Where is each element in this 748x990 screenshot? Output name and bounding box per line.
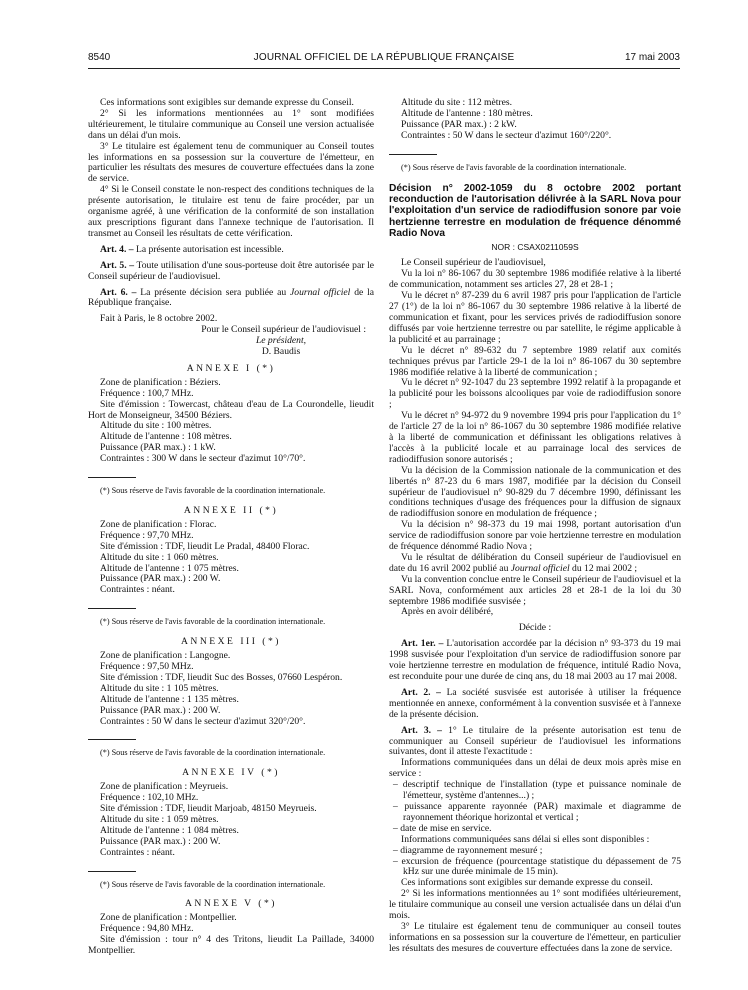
visa: Vu la loi n° 86-1067 du 30 septembre 1986 modifiée relative à la liberté de communication, notamment ses articles 27, 28 et 28-1 ; <box>389 268 681 291</box>
info-list <box>389 846 681 879</box>
annex-line: Zone de planification : Béziers. <box>100 376 221 388</box>
apres-deliberation: Après en avoir délibéré, <box>401 606 494 618</box>
annex-line: Zone de planification : Florac. <box>100 518 217 530</box>
footnote: (*) Sous réserve de l'avis favorable de la coordination internationale. <box>100 748 326 758</box>
paragraph: Ces informations sont exigibles sur demande expresse du Conseil. <box>100 97 354 108</box>
visa: Vu le décret n° 87-239 du 6 avril 1987 pris pour l'application de l'article 27 (1°) de la loi n° 86-1067 du 30 septembre 1986 relative à la liberté de communication et fixant, pour les services privés de radiodiffusion sonore diffusés par voie hertzienne terrestre ou par satellite, le régime applicable à la publicité et au parrainage ; <box>389 290 681 345</box>
article-label: Art. 3. – <box>401 724 442 736</box>
paragraph: 2° Si les informations mentionnées au 1° sont modifiées ultérieurement, le titulaire communique au Conseil une version actualisée dans un délai d'un mois. <box>88 107 374 141</box>
article-label: Art. 2. – <box>401 686 441 698</box>
footnote: (*) Sous réserve de l'avis favorable de la coordination internationale. <box>401 162 627 172</box>
article-label: Art. 1er. – <box>401 638 444 650</box>
annex-line: Zone de planification : Meyrueis. <box>100 781 229 793</box>
annex-line: Site d'émission : TDF, lieudit Le Pradal, 48400 Florac. <box>100 540 310 552</box>
annex-line: Altitude du site : 1 060 mètres. <box>100 551 219 563</box>
footnote-rule <box>88 608 136 609</box>
annex-line: Zone de planification : Langogne. <box>100 650 231 662</box>
nor-reference: NOR : CSAX0211059S <box>491 241 579 252</box>
article-3 <box>389 726 681 759</box>
article-text: La présente autorisation est incessible. <box>133 243 284 255</box>
list-item: – descriptif technique de l'installation (type et puissance nominale de l'émetteur, système d'antennes...) ; <box>389 780 681 802</box>
article-6 <box>88 288 374 310</box>
journal-title: JOURNAL OFFICIEL DE LA RÉPUBLIQUE FRANÇAISE <box>253 52 515 63</box>
paragraph: 3° Le titulaire est également tenu de communiquer au conseil toutes informations en sa possession sur la couverture de l'émetteur, en particulier les résultats des mesures de couverture effectuées dans la zone de service. <box>389 920 681 954</box>
paragraph: Ces informations sont exigibles sur demande expresse du conseil. <box>401 877 653 889</box>
article-4 <box>88 245 374 256</box>
annex-line: Altitude de l'antenne : 1 084 mètres. <box>100 824 239 836</box>
visa: Vu le décret n° 89-632 du 7 septembre 1989 relatif aux comités techniques prévus par l'article 29-1 de la loi n° 86-1067 du 30 septembre 1986 modifiée relative à la liberté de communication ; <box>389 344 681 378</box>
annex-line: Altitude de l'antenne : 1 075 mètres. <box>100 562 239 574</box>
visa: Vu la convention conclue entre le Conseil supérieur de l'audiovisuel et la SARL Nova, conformément aux articles 28 et 28-1 de la loi du 30 septembre 1986 modifiée susvisée ; <box>389 573 681 607</box>
paragraph: 4° Si le Conseil constate le non-respect des conditions techniques de la présente autorisation, le titulaire est tenu de faire procéder, par un organisme agréé, à une vérification de la conformité de son installation aux prescriptions figurant dans l'annexe technique de l'autorisation. Il transmet au Conseil les résultats de cette vérification. <box>88 184 374 239</box>
annex-line: Altitude du site : 112 mètres. <box>401 97 513 108</box>
fait-line: Fait à Paris, le 8 octobre 2002. <box>100 313 218 325</box>
annex-line: Site d'émission : TDF, lieudit Suc des Bosses, 07660 Lespéron. <box>100 671 343 683</box>
annex-line: Altitude du site : 1 059 mètres. <box>100 813 219 825</box>
paragraph: 2° Si les informations mentionnées au 1° sont modifiées ultérieurement, le titulaire communique au conseil une version actualisée dans un délai d'un mois. <box>389 888 681 922</box>
list-item: – diagramme de rayonnement mesuré ; <box>389 846 681 857</box>
signature-title: Le président, <box>255 335 307 347</box>
annex-title: ANNEXE III (*) <box>180 636 281 648</box>
left-column <box>88 98 374 957</box>
journal-reference: Journal officiel <box>510 562 570 574</box>
article-label: Art. 4. – <box>100 243 134 255</box>
annex-line: Puissance (PAR max.) : 200 W. <box>100 573 221 585</box>
footnote-rule <box>88 739 136 740</box>
annex-line: Contraintes : néant. <box>100 584 175 596</box>
annex-line: Site d'émission : Towercast, château d'eau de La Courondelle, lieudit Hort de Monseigneur, 34500 Béziers. <box>88 398 374 421</box>
visa: Le Conseil supérieur de l'audiovisuel, <box>401 257 546 269</box>
decide-heading: Décide : <box>518 622 552 634</box>
article-text: La présente décision sera publiée au <box>136 286 291 298</box>
paragraph: 3° Le titulaire est également tenu de communiquer au Conseil toutes les informations en sa possession sur la couverture de l'émetteur, en particulier les résultats des mesures de couverture effectuées dans la zone de service. <box>88 140 374 185</box>
paragraph: Informations communiquées sans délai si elles sont disponibles : <box>401 833 650 845</box>
visa: Vu le résultat de délibération du Conseil supérieur de l'audiovisuel en date du 16 avril 2002 publié au Journal officiel du 12 mai 2002 ; <box>389 551 681 574</box>
annex-line: Fréquence : 100,7 MHz. <box>100 387 194 399</box>
article-text: 1° Le titulaire de la présente autorisation est tenu de communiquer au Conseil supérieur de l'audiovisuel les informations suivantes, dont il atteste l'exactitude : <box>389 724 681 758</box>
annex-title: ANNEXE I (*) <box>186 362 276 374</box>
visa: Vu la décision de la Commission nationale de la communication et des libertés n° 87-23 du 6 mars 1987, modifiée par la décision du Conseil supérieur de l'audiovisuel n° 90-829 du 7 décembre 1990, définissant les conditions techniques d'usage des fréquences pour la diffusion de signaux de radiodiffusion sonore en modulation de fréquence ; <box>389 464 681 520</box>
info-list <box>389 780 681 835</box>
annex-line: Contraintes : 50 W dans le secteur d'azimut 160°/220°. <box>401 129 612 141</box>
annex-line: Contraintes : 50 W dans le secteur d'azimut 320°/20°. <box>100 715 306 727</box>
article-1 <box>389 639 681 683</box>
issue-date: 17 mai 2003 <box>624 52 680 63</box>
annex-line: Altitude du site : 1 105 mètres. <box>100 682 219 694</box>
header-rule <box>88 68 680 69</box>
footnote-rule <box>389 154 437 155</box>
annex-title: ANNEXE IV (*) <box>182 767 280 779</box>
annex-line: Site d'émission : TDF, lieudit Marjoab, 48150 Meyrueis. <box>100 803 317 815</box>
article-text: de la République française. <box>88 286 374 309</box>
annex-line: Puissance (PAR max.) : 1 kW. <box>100 442 216 454</box>
article-5 <box>88 261 374 283</box>
page-number: 8540 <box>88 52 111 63</box>
annex-line: Puissance (PAR max.) : 2 kW. <box>401 118 517 130</box>
page-header <box>88 52 680 66</box>
annex-line: Contraintes : néant. <box>100 846 175 858</box>
annex-line: Fréquence : 94,80 MHz. <box>100 923 194 935</box>
decision-title: Décision n° 2002-1059 du 8 octobre 2002 portant reconduction de l'autorisation délivrée à la SARL Nova pour l'exploitation d'un service de radiodiffusion sonore par voie hertzienne terrestre en modulation de fréquence dénommé Radio Nova <box>389 182 681 240</box>
annex-line: Altitude du site : 100 mètres. <box>100 420 212 432</box>
paragraph: Informations communiquées dans un délai de deux mois après mise en service : <box>389 757 681 780</box>
visa: Vu le décret n° 94-972 du 9 novembre 1994 pris pour l'application du 1° de l'article 27 de la loi n° 86-1067 du 30 septembre 1986 modifiée relative à la liberté de communication et définissant les obligations relatives à l'accès à la publicité locale et au parrainage local des services de radiodiffusion sonore autorisés ; <box>389 410 681 465</box>
journal-reference: Journal officiel <box>290 286 351 298</box>
footnote: (*) Sous réserve de l'avis favorable de la coordination internationale. <box>100 486 326 496</box>
article-text: La société susvisée est autorisée à utiliser la fréquence mentionnée en annexe, conformément à la convention susvisée et à l'annexe de la présente décision. <box>389 686 681 720</box>
visa: Vu le décret n° 92-1047 du 23 septembre 1992 relatif à la propagande et la publicité pour les boissons alcooliques par voie de radiodiffusion sonore ; <box>389 377 681 411</box>
article-text: Toute utilisation d'une sous-porteuse doit être autorisée par le Conseil supérieur de l'audiovisuel. <box>88 259 374 282</box>
annex-line: Puissance (PAR max.) : 200 W. <box>100 704 221 716</box>
footnote: (*) Sous réserve de l'avis favorable de la coordination internationale. <box>100 617 326 627</box>
footnote: (*) Sous réserve de l'avis favorable de la coordination internationale. <box>100 879 326 889</box>
article-label: Art. 5. – <box>100 259 135 271</box>
list-item: – excursion de fréquence (pourcentage statistique du dépassement de 75 kHz sur une durée minimale de 15 min). <box>389 857 681 879</box>
list-item: – date de mise en service. <box>389 824 681 835</box>
article-text: L'autorisation accordée par la décision n° 93-373 du 19 mai 1998 susvisée pour l'exploitation d'un service de radiodiffusion sonore par voie hertzienne terrestre en modulation de fréquence, intitulé Radio Nova, est reconduite pour une durée de cinq ans, du 18 mai 2003 au 17 mai 2008. <box>389 638 681 682</box>
article-label: Art. 6. – <box>100 286 137 298</box>
annex-line: Fréquence : 102,10 MHz. <box>100 792 199 804</box>
annex-line: Puissance (PAR max.) : 200 W. <box>100 835 221 847</box>
annex-line: Contraintes : 300 W dans le secteur d'azimut 10°/70°. <box>100 453 306 465</box>
article-2 <box>389 688 681 721</box>
annex-line: Zone de planification : Montpellier. <box>100 912 237 924</box>
footnote-rule <box>88 871 136 872</box>
right-column <box>389 98 681 955</box>
annex-line: Site d'émission : tour n° 4 des Tritons, lieudit La Paillade, 34000 Montpellier. <box>88 934 374 957</box>
footnote-rule <box>88 477 136 478</box>
visa: Vu la décision n° 98-373 du 19 mai 1998, portant autorisation d'un service de radiodiffusion sonore par voie hertzienne terrestre en modulation de fréquence dénommé Radio Nova ; <box>389 519 681 553</box>
signature-name: D. Baudis <box>261 346 301 358</box>
annex-line: Altitude de l'antenne : 1 135 mètres. <box>100 693 239 705</box>
signature-role: Pour le Conseil supérieur de l'audiovisuel : <box>201 324 366 336</box>
annex-title: ANNEXE II (*) <box>183 505 279 516</box>
annex-line: Fréquence : 97,50 MHz. <box>100 660 194 672</box>
annex-line: Fréquence : 97,70 MHz. <box>100 529 194 541</box>
annex-line: Altitude de l'antenne : 180 mètres. <box>401 107 533 119</box>
annex-line: Altitude de l'antenne : 108 mètres. <box>100 431 232 443</box>
annex-title: ANNEXE V (*) <box>185 898 277 910</box>
list-item: – puissance apparente rayonnée (PAR) maximale et diagramme de rayonnement théorique horizontal et vertical ; <box>389 802 681 824</box>
